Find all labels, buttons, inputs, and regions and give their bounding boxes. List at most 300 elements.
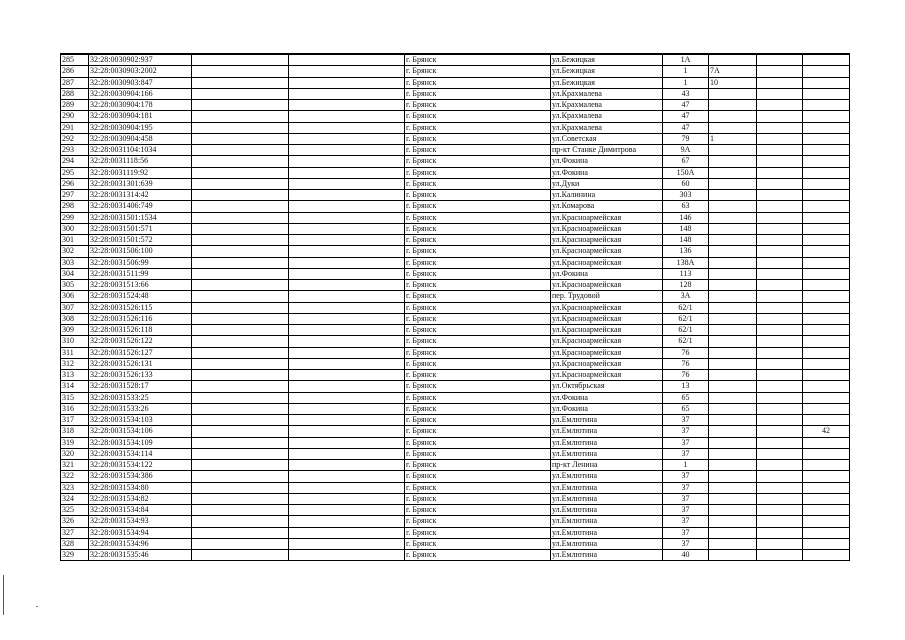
empty-cell xyxy=(757,212,803,223)
row-number-cell: 310 xyxy=(61,336,89,347)
extra-value-cell: 42 xyxy=(803,426,850,437)
table-row xyxy=(61,415,850,426)
extra-value-cell xyxy=(803,167,850,178)
city-cell: г. Брянск xyxy=(405,347,551,358)
city-cell: г. Брянск xyxy=(405,291,551,302)
apartment-cell xyxy=(709,201,757,212)
house-number-cell: 62/1 xyxy=(663,302,709,313)
house-number-cell: 37 xyxy=(663,448,709,459)
cadastral-number-cell: 32:28:0031501:1534 xyxy=(89,212,192,223)
street-cell: ул.Емлютина xyxy=(551,505,663,516)
table-row xyxy=(61,460,850,471)
table-row xyxy=(61,448,850,459)
extra-value-cell xyxy=(803,156,850,167)
extra-value-cell xyxy=(803,133,850,144)
extra-value-cell xyxy=(803,325,850,336)
row-number-cell: 285 xyxy=(61,54,89,66)
empty-cell xyxy=(192,505,289,516)
apartment-cell xyxy=(709,156,757,167)
extra-value-cell xyxy=(803,77,850,88)
apartment-cell xyxy=(709,291,757,302)
city-cell: г. Брянск xyxy=(405,235,551,246)
table-row xyxy=(61,381,850,392)
city-cell: г. Брянск xyxy=(405,280,551,291)
cadastral-number-cell: 32:28:0030903:847 xyxy=(89,77,192,88)
house-number-cell: 43 xyxy=(663,88,709,99)
table-row xyxy=(61,482,850,493)
empty-cell xyxy=(757,280,803,291)
row-number-cell: 287 xyxy=(61,77,89,88)
street-cell: ул.Красноармейская xyxy=(551,370,663,381)
row-number-cell: 307 xyxy=(61,302,89,313)
table-row xyxy=(61,156,850,167)
city-cell: г. Брянск xyxy=(405,482,551,493)
city-cell: г. Брянск xyxy=(405,212,551,223)
cadastral-number-cell: 32:28:0031501:571 xyxy=(89,223,192,234)
apartment-cell xyxy=(709,122,757,133)
row-number-cell: 311 xyxy=(61,347,89,358)
empty-cell xyxy=(192,437,289,448)
apartment-cell xyxy=(709,493,757,504)
row-number-cell: 315 xyxy=(61,392,89,403)
extra-value-cell xyxy=(803,403,850,414)
house-number-cell: 79 xyxy=(663,133,709,144)
apartment-cell xyxy=(709,280,757,291)
city-cell: г. Брянск xyxy=(405,54,551,66)
empty-cell xyxy=(757,426,803,437)
city-cell: г. Брянск xyxy=(405,246,551,257)
cadastral-number-cell: 32:28:0031526:122 xyxy=(89,336,192,347)
table-row xyxy=(61,212,850,223)
extra-value-cell xyxy=(803,550,850,561)
table-row xyxy=(61,54,850,66)
apartment-cell xyxy=(709,550,757,561)
empty-cell xyxy=(757,201,803,212)
street-cell: ул.Емлютина xyxy=(551,550,663,561)
house-number-cell: 303 xyxy=(663,190,709,201)
apartment-cell: 1 xyxy=(709,133,757,144)
city-cell: г. Брянск xyxy=(405,381,551,392)
empty-cell xyxy=(757,145,803,156)
cadastral-number-cell: 32:28:0031506:99 xyxy=(89,257,192,268)
table-row xyxy=(61,302,850,313)
empty-cell xyxy=(757,505,803,516)
empty-cell xyxy=(289,145,405,156)
row-number-cell: 297 xyxy=(61,190,89,201)
cadastral-number-cell: 32:28:0031534:93 xyxy=(89,516,192,527)
table-row xyxy=(61,471,850,482)
extra-value-cell xyxy=(803,347,850,358)
cadastral-number-cell: 32:28:0031534:114 xyxy=(89,448,192,459)
street-cell: пр-кт Ленина xyxy=(551,460,663,471)
apartment-cell xyxy=(709,336,757,347)
empty-cell xyxy=(192,426,289,437)
empty-cell xyxy=(289,268,405,279)
empty-cell xyxy=(192,257,289,268)
street-cell: ул.Бежицкая xyxy=(551,77,663,88)
row-number-cell: 309 xyxy=(61,325,89,336)
apartment-cell xyxy=(709,358,757,369)
row-number-cell: 304 xyxy=(61,268,89,279)
street-cell: ул.Емлютина xyxy=(551,471,663,482)
empty-cell xyxy=(192,358,289,369)
apartment-cell xyxy=(709,302,757,313)
street-cell: ул.Красноармейская xyxy=(551,212,663,223)
apartment-cell xyxy=(709,392,757,403)
city-cell: г. Брянск xyxy=(405,550,551,561)
row-number-cell: 308 xyxy=(61,313,89,324)
empty-cell xyxy=(757,550,803,561)
cadastral-number-cell: 32:28:0031534:80 xyxy=(89,482,192,493)
street-cell: пер. Трудовой xyxy=(551,291,663,302)
cadastral-number-cell: 32:28:0030904:178 xyxy=(89,100,192,111)
cadastral-number-cell: 32:28:0030904:181 xyxy=(89,111,192,122)
apartment-cell xyxy=(709,460,757,471)
house-number-cell: 37 xyxy=(663,437,709,448)
extra-value-cell xyxy=(803,437,850,448)
extra-value-cell xyxy=(803,212,850,223)
extra-value-cell xyxy=(803,493,850,504)
empty-cell xyxy=(289,122,405,133)
empty-cell xyxy=(289,313,405,324)
empty-cell xyxy=(289,482,405,493)
row-number-cell: 322 xyxy=(61,471,89,482)
street-cell: ул.Бежицкая xyxy=(551,54,663,66)
extra-value-cell xyxy=(803,235,850,246)
row-number-cell: 289 xyxy=(61,100,89,111)
city-cell: г. Брянск xyxy=(405,167,551,178)
extra-value-cell xyxy=(803,538,850,549)
row-number-cell: 327 xyxy=(61,527,89,538)
empty-cell xyxy=(192,156,289,167)
street-cell: ул.Красноармейская xyxy=(551,223,663,234)
extra-value-cell xyxy=(803,100,850,111)
empty-cell xyxy=(757,482,803,493)
empty-cell xyxy=(289,280,405,291)
empty-cell xyxy=(757,325,803,336)
city-cell: г. Брянск xyxy=(405,223,551,234)
empty-cell xyxy=(289,54,405,66)
street-cell: ул.Красноармейская xyxy=(551,257,663,268)
apartment-cell xyxy=(709,505,757,516)
house-number-cell: 1 xyxy=(663,66,709,77)
apartment-cell xyxy=(709,325,757,336)
empty-cell xyxy=(192,145,289,156)
empty-cell xyxy=(757,133,803,144)
house-number-cell: 148 xyxy=(663,235,709,246)
empty-cell xyxy=(289,133,405,144)
empty-cell xyxy=(289,516,405,527)
house-number-cell: 37 xyxy=(663,415,709,426)
apartment-cell xyxy=(709,235,757,246)
empty-cell xyxy=(757,88,803,99)
row-number-cell: 321 xyxy=(61,460,89,471)
table-row xyxy=(61,178,850,189)
city-cell: г. Брянск xyxy=(405,426,551,437)
empty-cell xyxy=(289,550,405,561)
apartment-cell xyxy=(709,538,757,549)
empty-cell xyxy=(192,223,289,234)
row-number-cell: 317 xyxy=(61,415,89,426)
apartment-cell xyxy=(709,370,757,381)
scan-speck xyxy=(36,606,38,607)
empty-cell xyxy=(192,336,289,347)
table-row xyxy=(61,550,850,561)
empty-cell xyxy=(192,460,289,471)
row-number-cell: 303 xyxy=(61,257,89,268)
extra-value-cell xyxy=(803,268,850,279)
apartment-cell xyxy=(709,347,757,358)
street-cell: ул.Красноармейская xyxy=(551,325,663,336)
table-row xyxy=(61,336,850,347)
house-number-cell: 37 xyxy=(663,471,709,482)
empty-cell xyxy=(757,471,803,482)
apartment-cell xyxy=(709,257,757,268)
street-cell: ул.Емлютина xyxy=(551,448,663,459)
empty-cell xyxy=(289,493,405,504)
row-number-cell: 306 xyxy=(61,291,89,302)
extra-value-cell xyxy=(803,313,850,324)
cadastral-number-cell: 32:28:0031534:82 xyxy=(89,493,192,504)
house-number-cell: 128 xyxy=(663,280,709,291)
empty-cell xyxy=(192,381,289,392)
cadastral-number-cell: 32:28:0031314:42 xyxy=(89,190,192,201)
empty-cell xyxy=(289,100,405,111)
cadastral-number-cell: 32:28:0031119:92 xyxy=(89,167,192,178)
house-number-cell: 148 xyxy=(663,223,709,234)
empty-cell xyxy=(757,415,803,426)
cadastral-number-cell: 32:28:0031535:46 xyxy=(89,550,192,561)
apartment-cell xyxy=(709,482,757,493)
city-cell: г. Брянск xyxy=(405,415,551,426)
apartment-cell xyxy=(709,88,757,99)
empty-cell xyxy=(289,246,405,257)
street-cell: ул.Емлютина xyxy=(551,426,663,437)
house-number-cell: 63 xyxy=(663,201,709,212)
cadastral-number-cell: 32:28:0031528:17 xyxy=(89,381,192,392)
extra-value-cell xyxy=(803,302,850,313)
cadastral-number-cell: 32:28:0031534:122 xyxy=(89,460,192,471)
empty-cell xyxy=(289,156,405,167)
cadastral-number-cell: 32:28:0031506:100 xyxy=(89,246,192,257)
city-cell: г. Брянск xyxy=(405,313,551,324)
empty-cell xyxy=(289,111,405,122)
house-number-cell: 47 xyxy=(663,111,709,122)
apartment-cell xyxy=(709,212,757,223)
city-cell: г. Брянск xyxy=(405,133,551,144)
empty-cell xyxy=(757,403,803,414)
empty-cell xyxy=(757,54,803,66)
city-cell: г. Брянск xyxy=(405,370,551,381)
empty-cell xyxy=(192,482,289,493)
house-number-cell: 3А xyxy=(663,291,709,302)
row-number-cell: 305 xyxy=(61,280,89,291)
house-number-cell: 37 xyxy=(663,516,709,527)
table-row xyxy=(61,257,850,268)
house-number-cell: 76 xyxy=(663,370,709,381)
row-number-cell: 299 xyxy=(61,212,89,223)
table-row xyxy=(61,516,850,527)
row-number-cell: 293 xyxy=(61,145,89,156)
row-number-cell: 324 xyxy=(61,493,89,504)
house-number-cell: 13 xyxy=(663,381,709,392)
empty-cell xyxy=(192,212,289,223)
row-number-cell: 316 xyxy=(61,403,89,414)
cadastral-number-cell: 32:28:0031534:109 xyxy=(89,437,192,448)
table-row xyxy=(61,280,850,291)
house-number-cell: 37 xyxy=(663,482,709,493)
empty-cell xyxy=(192,190,289,201)
empty-cell xyxy=(757,223,803,234)
house-number-cell: 47 xyxy=(663,122,709,133)
empty-cell xyxy=(289,257,405,268)
cadastral-number-cell: 32:28:0031118:56 xyxy=(89,156,192,167)
street-cell: ул.Емлютина xyxy=(551,538,663,549)
cadastral-number-cell: 32:28:0031406:749 xyxy=(89,201,192,212)
extra-value-cell xyxy=(803,358,850,369)
empty-cell xyxy=(192,550,289,561)
street-cell: ул.Дуки xyxy=(551,178,663,189)
table-row xyxy=(61,201,850,212)
table-row xyxy=(61,88,850,99)
street-cell: ул.Калинина xyxy=(551,190,663,201)
house-number-cell: 60 xyxy=(663,178,709,189)
street-cell: ул.Емлютина xyxy=(551,493,663,504)
empty-cell xyxy=(192,403,289,414)
row-number-cell: 292 xyxy=(61,133,89,144)
apartment-cell xyxy=(709,437,757,448)
extra-value-cell xyxy=(803,392,850,403)
street-cell: ул.Комарова xyxy=(551,201,663,212)
apartment-cell: 10 xyxy=(709,77,757,88)
city-cell: г. Брянск xyxy=(405,201,551,212)
city-cell: г. Брянск xyxy=(405,178,551,189)
empty-cell xyxy=(289,201,405,212)
empty-cell xyxy=(192,268,289,279)
street-cell: ул.Красноармейская xyxy=(551,302,663,313)
city-cell: г. Брянск xyxy=(405,505,551,516)
cadastral-number-cell: 32:28:0030904:166 xyxy=(89,88,192,99)
apartment-cell xyxy=(709,516,757,527)
apartment-cell xyxy=(709,246,757,257)
extra-value-cell xyxy=(803,66,850,77)
empty-cell xyxy=(757,493,803,504)
house-number-cell: 67 xyxy=(663,156,709,167)
empty-cell xyxy=(757,302,803,313)
cadastral-number-cell: 32:28:0031526:115 xyxy=(89,302,192,313)
cadastral-number-cell: 32:28:0031534:103 xyxy=(89,415,192,426)
cadastral-number-cell: 32:28:0031524:48 xyxy=(89,291,192,302)
house-number-cell: 37 xyxy=(663,493,709,504)
house-number-cell: 150А xyxy=(663,167,709,178)
apartment-cell xyxy=(709,178,757,189)
house-number-cell: 62/1 xyxy=(663,313,709,324)
street-cell: ул.Октябрьская xyxy=(551,381,663,392)
street-cell: ул.Красноармейская xyxy=(551,235,663,246)
row-number-cell: 314 xyxy=(61,381,89,392)
row-number-cell: 294 xyxy=(61,156,89,167)
street-cell: ул.Красноармейская xyxy=(551,313,663,324)
table-row xyxy=(61,392,850,403)
empty-cell xyxy=(192,178,289,189)
extra-value-cell xyxy=(803,111,850,122)
empty-cell xyxy=(757,448,803,459)
city-cell: г. Брянск xyxy=(405,538,551,549)
apartment-cell xyxy=(709,426,757,437)
empty-cell xyxy=(192,493,289,504)
registry-table xyxy=(60,53,850,561)
empty-cell xyxy=(757,527,803,538)
house-number-cell: 47 xyxy=(663,100,709,111)
apartment-cell: 7А xyxy=(709,66,757,77)
empty-cell xyxy=(192,77,289,88)
apartment-cell xyxy=(709,223,757,234)
empty-cell xyxy=(289,190,405,201)
apartment-cell xyxy=(709,415,757,426)
empty-cell xyxy=(289,426,405,437)
row-number-cell: 329 xyxy=(61,550,89,561)
apartment-cell xyxy=(709,268,757,279)
empty-cell xyxy=(757,291,803,302)
empty-cell xyxy=(289,66,405,77)
table-row xyxy=(61,437,850,448)
empty-cell xyxy=(757,111,803,122)
cadastral-number-cell: 32:28:0030902:937 xyxy=(89,54,192,66)
extra-value-cell xyxy=(803,415,850,426)
cadastral-number-cell: 32:28:0031513:66 xyxy=(89,280,192,291)
extra-value-cell xyxy=(803,482,850,493)
empty-cell xyxy=(757,235,803,246)
empty-cell xyxy=(289,358,405,369)
empty-cell xyxy=(757,77,803,88)
empty-cell xyxy=(757,268,803,279)
house-number-cell: 76 xyxy=(663,347,709,358)
empty-cell xyxy=(192,448,289,459)
house-number-cell: 1 xyxy=(663,77,709,88)
empty-cell xyxy=(757,437,803,448)
table-body xyxy=(61,54,850,561)
house-number-cell: 113 xyxy=(663,268,709,279)
cadastral-number-cell: 32:28:0031534:96 xyxy=(89,538,192,549)
empty-cell xyxy=(192,538,289,549)
table-row xyxy=(61,190,850,201)
street-cell: ул.Крахмалева xyxy=(551,111,663,122)
house-number-cell: 136 xyxy=(663,246,709,257)
street-cell: ул.Фокина xyxy=(551,268,663,279)
cadastral-number-cell: 32:28:0030904:195 xyxy=(89,122,192,133)
empty-cell xyxy=(192,122,289,133)
city-cell: г. Брянск xyxy=(405,392,551,403)
apartment-cell xyxy=(709,403,757,414)
empty-cell xyxy=(757,156,803,167)
apartment-cell xyxy=(709,54,757,66)
cadastral-number-cell: 32:28:0031104:1034 xyxy=(89,145,192,156)
empty-cell xyxy=(757,538,803,549)
empty-cell xyxy=(289,527,405,538)
extra-value-cell xyxy=(803,516,850,527)
extra-value-cell xyxy=(803,178,850,189)
table-row xyxy=(61,77,850,88)
city-cell: г. Брянск xyxy=(405,325,551,336)
table-row xyxy=(61,235,850,246)
empty-cell xyxy=(757,516,803,527)
city-cell: г. Брянск xyxy=(405,111,551,122)
extra-value-cell xyxy=(803,223,850,234)
table-row xyxy=(61,325,850,336)
street-cell: ул.Фокина xyxy=(551,392,663,403)
city-cell: г. Брянск xyxy=(405,527,551,538)
empty-cell xyxy=(757,257,803,268)
